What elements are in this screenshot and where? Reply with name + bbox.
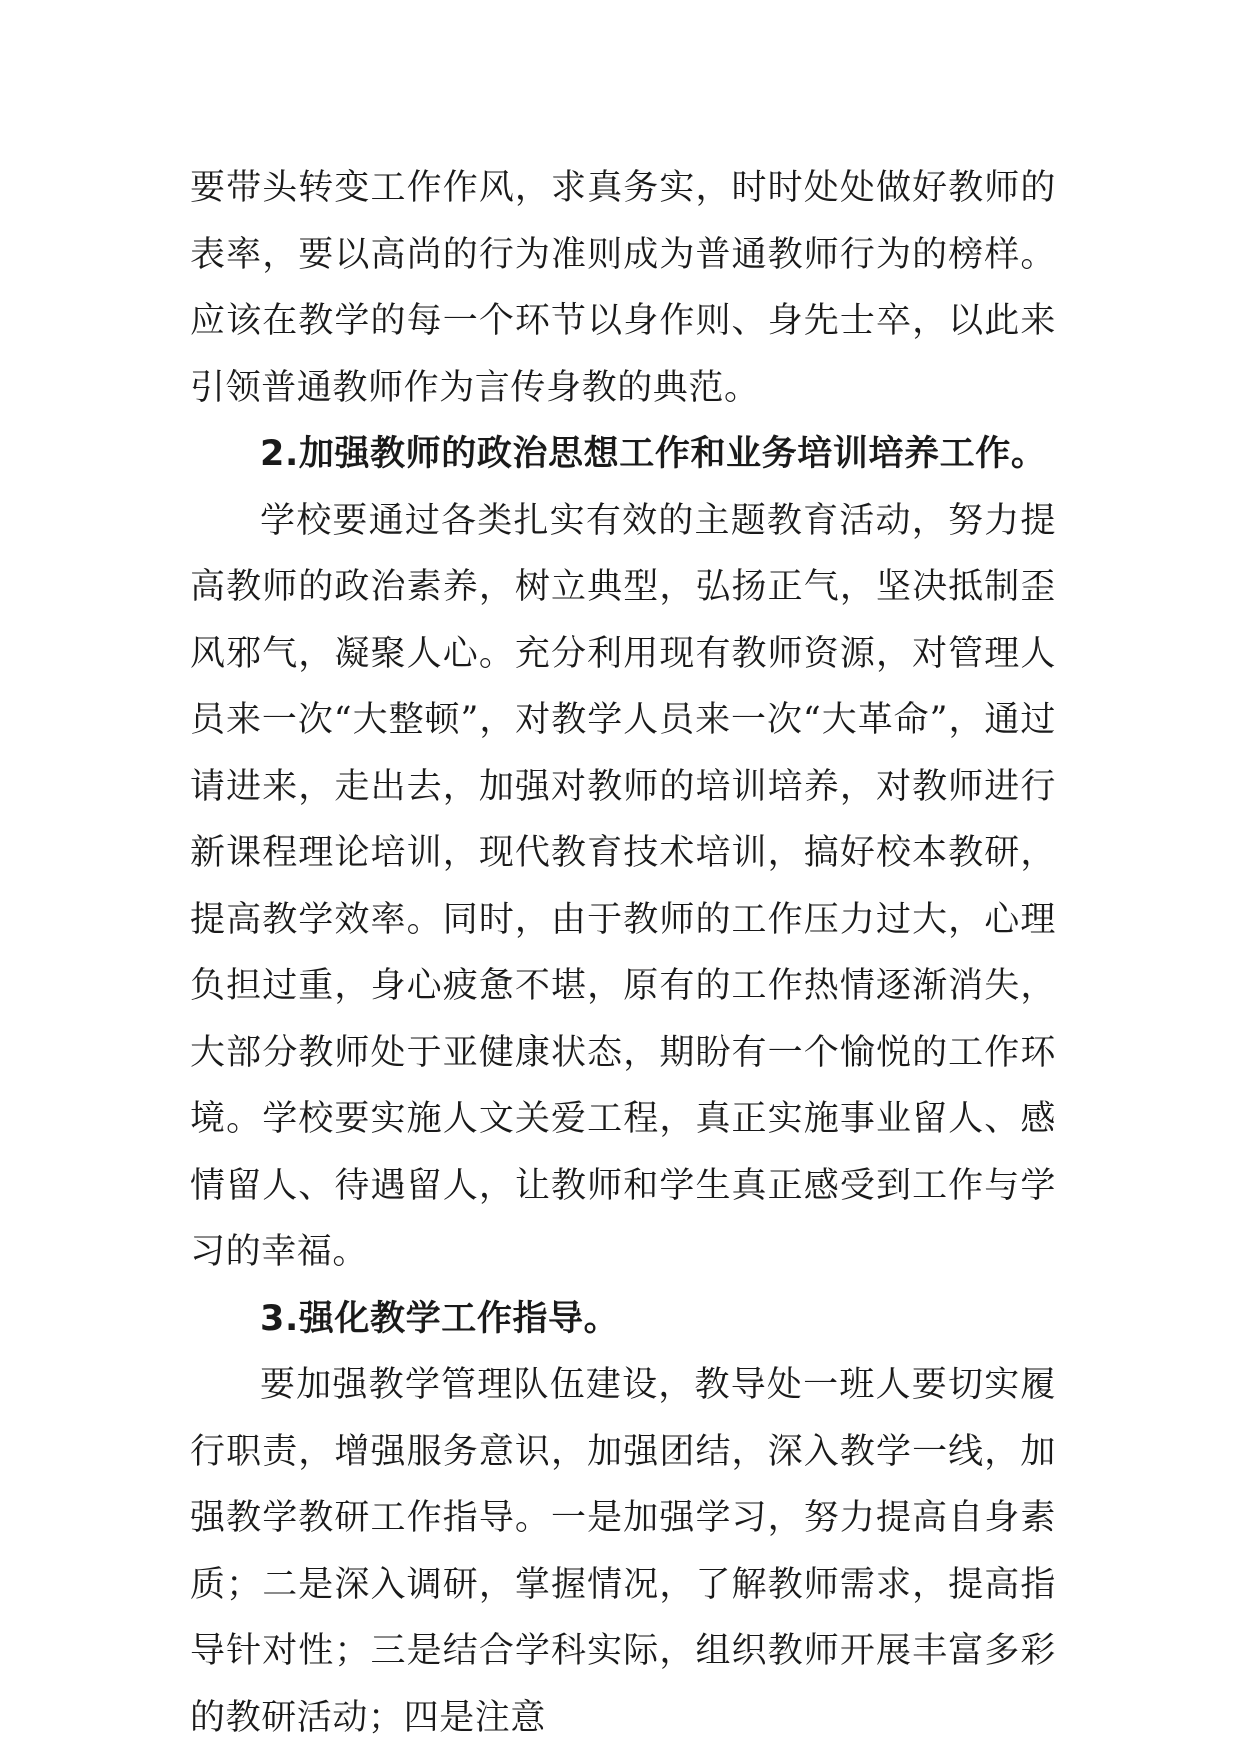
document-body	[190, 155, 1056, 1751]
paragraph-training: 学校要通过各类扎实有效的主题教育活动，努力提高教师的政治素养，树立典型，弘扬正气，坚决抵制歪风邪气，凝聚人心。充分利用现有教师资源，对管理人员来一次“大整顿”，对教学人员来一次“大革命”，通过请进来，走出去，加强对教师的培训培养，对教师进行新课程理论培训，现代教育技术培训，搞好校本教研，提高教学效率。同时，由于教师的工作压力过大，心理负担过重，身心疲惫不堪，原有的工作热情逐渐消失，大部分教师处于亚健康状态，期盼有一个愉悦的工作环境。学校要实施人文关爱工程，真正实施事业留人、感情留人、待遇留人，让教师和学生真正感受到工作与学习的幸福。	[190, 500, 1056, 1272]
paragraph-continuation: 要带头转变工作作风，求真务实，时时处处做好教师的表率，要以高尚的行为准则成为普通教师行为的榜样。应该在教学的每一个环节以身作则、身先士卒，以此来引领普通教师作为言传身教的典范。	[190, 168, 1056, 408]
section-heading-2: 2.加强教师的政治思想工作和业务培训培养工作。	[260, 434, 1047, 474]
section-heading-3: 3.强化教学工作指导。	[260, 1298, 620, 1339]
paragraph-guidance: 要加强教学管理队伍建设，教导处一班人要切实履行职责，增强服务意识，加强团结，深入教学一线，加强教学教研工作指导。一是加强学习，努力提高自身素质；二是深入调研，掌握情况，了解教师需求，提高指导针对性；三是结合学科实际，组织教师开展丰富多彩的教研活动；四是注意	[190, 1365, 1056, 1738]
